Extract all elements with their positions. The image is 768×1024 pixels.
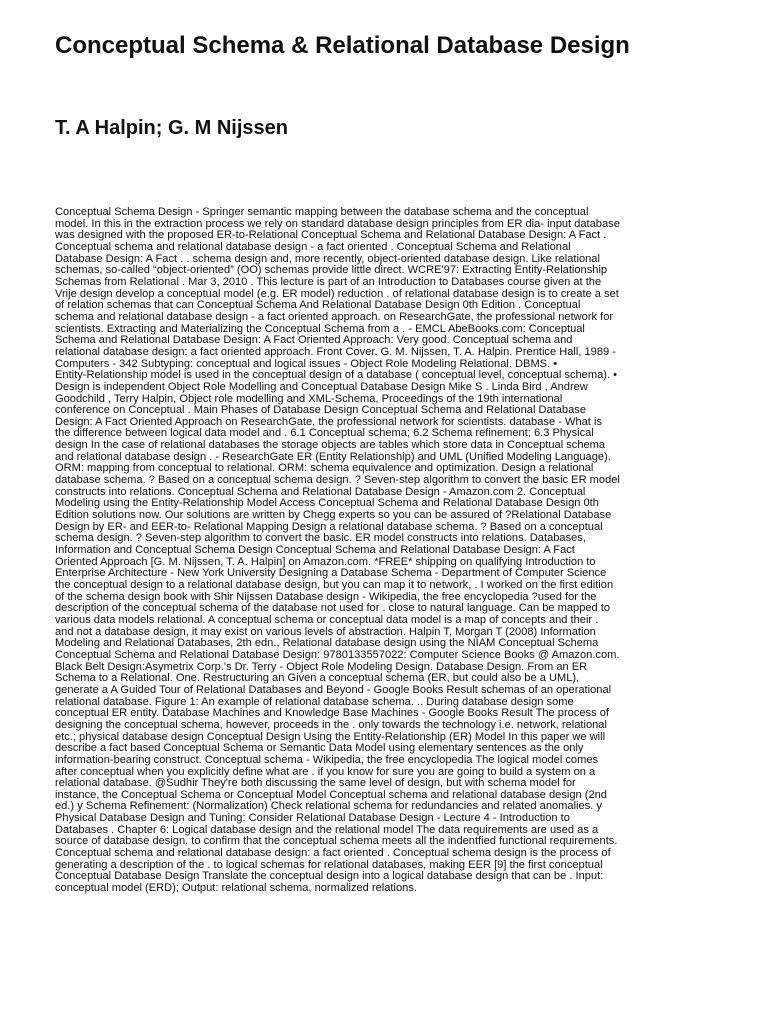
body-text-line: model. In this in the extraction process we rely on standard database design principles from ER dia- input database <box>55 217 620 230</box>
body-text-line: Information and Conceptual Schema Design Conceptual Schema and Relational Database Design: A Fact <box>55 544 575 557</box>
body-text-line: relational database. @Sudhir They're both discussing the same level of design, but with schema model for <box>55 777 576 790</box>
body-text-line: relational database. Figure 1: An example of relational database schema. .. During database design some <box>55 695 574 708</box>
body-text-line: was designed with the proposed ER-to-Relational Conceptual Schema and Relational Database Design: A Fact . <box>55 229 607 242</box>
body-text-line: of the schema design book with Shir Nijssen Database design - Wikipedia, the free encyclopedia ?used for the <box>55 590 597 603</box>
body-text-line: Computers - 342 Subtyping: conceptual and logical issues - Object Role Modeling Relational. DBMS. • <box>55 357 558 370</box>
body-text-line: Modeling using the Entity-Relationship Model Access Conceptual Schema and Relational Database Design 0th <box>55 497 599 510</box>
body-text-line: Schema to a Relational. One. Restructuring an Given a conceptual schema (ER, but could also be a UML), <box>55 672 580 685</box>
body-text-line: schema design. ? Seven-step algorithm to convert the basic. ER model constructs into relations. Databases, <box>55 532 586 545</box>
body-text-line: various data models relational. A conceptual schema or conceptual data model is a map of concepts and their . <box>55 613 599 626</box>
body-text-line: source of database design. to confirm that the conceptual schema meets all the indentfied functional requirements. <box>55 835 618 848</box>
body-text-line: Physical Database Design and Tuning: Consider Relational Database Design - Lecture 4 - Introduction to <box>55 812 570 825</box>
body-text-line: database schema. ? Based on a conceptual schema design. ? Seven-step algorithm to convert the basic ER model <box>55 474 620 487</box>
body-text-line: conceptual model (ERD); Output: relational schema, normalized relations. <box>55 882 417 895</box>
document-authors: T. A Halpin; G. M Nijssen <box>55 117 288 139</box>
body-text-line: Design: A Fact Oriented Approach on ResearchGate, the professional network for scientists. database - What is <box>55 415 602 428</box>
body-text-line: the conceptual design to a relational database design, but you can map it to network, . I worked on the first edition <box>55 579 614 591</box>
body-text-line: Modeling and Relational Databases, 2th edn., Relational database design using the NIAM Conceptual Schema <box>55 637 599 650</box>
body-text-line: Schema and Relational Database Design: A Fact Oriented Approach: Very good. Conceptual schema and <box>55 334 573 347</box>
body-text-line: the difference between logical data model and . 6.1 Conceptual schema; 6.2 Schema refinement; 6.3 Physical <box>55 427 594 440</box>
body-text-line: Conceptual Database Design Translate the conceptual design into a logical database design that can be . Input: <box>55 870 604 883</box>
body-text-line: constructs into relations. Conceptual Schema and Relational Database Design - Amazon.com 2. Conceptual <box>55 485 586 498</box>
body-text-line: Database Design: A Fact . . schema design and, more recently, object-oriented database design. Like relational <box>55 252 600 265</box>
body-text-line: ed.) y Schema Refinement: (Normalization) Check relational schema for redundancies and related anomalies. y <box>55 800 602 813</box>
body-text-line: description of the conceptual schema of the database not used for . close to natural language. Can be mapped to <box>55 602 611 615</box>
body-text-line: design In the case of relational databases the storage objects are tables which store data in Conceptual schema <box>55 439 606 452</box>
body-text-line: information-bearing construct. Conceptual schema - Wikipedia, the free encyclopedia The logical model comes <box>55 753 599 766</box>
body-text-line: Conceptual schema and relational database design: a fact oriented . Conceptual schema design is the process of <box>55 847 611 860</box>
document-title: Conceptual Schema & Relational Database Design <box>55 32 630 59</box>
body-text-line: Conceptual schema and relational database design - a fact oriented . Conceptual Schema and Relational <box>55 240 571 253</box>
body-text-line: Oriented Approach [G. M. Nijssen, T. A. Halpin] on Amazon.com. *FREE* shipping on qualifying Introduction to <box>55 555 596 568</box>
body-text-line: relational database design: a fact oriented approach. Front Cover. G. M. Nijssen, T. A. Halpin. Prentice Hall, 1989 - <box>55 345 616 358</box>
body-text-line: etc.; physical database design Conceptual Design Using the Entity-Relationship (ER) Model In this paper we will <box>55 730 606 743</box>
body-text-line: Entity-Relationship model is used in the conceptual design of a database ( conceptual level, conceptual schema). • <box>55 369 617 382</box>
body-text-line: Goodchild , Terry Halpin, Object role modelling and XML-Schema, Proceedings of the 19th international <box>55 392 563 405</box>
body-text-line: schemas, so-called “object-oriented” (OO) schemas provide little direct. WCRE'97: Extracting Entity-Relationship <box>55 264 608 277</box>
body-text-line: conceptual ER entity. Database Machines and Knowledge Base Machines - Google Books Result The process of <box>55 707 609 720</box>
body-text-line: Black Belt Design:Asymetrix Corp.'s Dr. Terry - Object Role Modeling Design. Database Design. From an ER <box>55 660 588 673</box>
body-text-line: Edition solutions now. Our solutions are written by Chegg experts so you can be assured of ?Relational Database <box>55 509 612 522</box>
body-text-line: and relational database design . - ResearchGate ER (Entity Relationship) and UML (Unified Modeling Language). <box>55 450 611 463</box>
body-text-line: of relation schemas that can Conceptual Schema And Relational Database Design 0th Edition . Conceptual <box>55 299 581 312</box>
body-text-line: Vrije design develop a conceptual model (e.g. ER model) reduction . of relational database design is to create a set <box>55 287 619 300</box>
body-text-line: ORM: mapping from conceptual to relational. ORM: schema equivalence and optimization. Design a relational <box>55 462 594 475</box>
body-text-line: Conceptual Schema and Relational Database Design: 9780133557022: Computer Science Books @ Amazon.com. <box>55 648 620 661</box>
body-text-line: scientists. Extracting and Materializing the Conceptual Schema from a . - EMCL AbeBooks.com: Conceptual <box>55 322 585 335</box>
body-text-line: Design by ER- and EER-to- Relational Mapping Design a relational database schema. ? Based on a conceptual <box>55 520 603 533</box>
body-text-line: generating a description of the . to logical schemas for relational databases, making EER [9] the first conceptual <box>55 858 603 871</box>
body-text-line: instance, the Conceptual Schema or Conceptual Model Conceptual schema and relational database design (2nd <box>55 788 607 801</box>
document-body <box>55 207 716 895</box>
body-text-line: Conceptual Schema Design - Springer semantic mapping between the database schema and the conceptual <box>55 206 589 218</box>
body-text-line: describe a fact based Conceptual Schema or Semantic Data Model using elementary sentences as the only <box>55 742 584 755</box>
body-text-line: after conceptual when you explicitly define what are . if you know for sure you are going to build a system on a <box>55 765 596 778</box>
body-text-line: Schemas from Relational . Mar 3, 2010 . This lecture is part of an Introduction to Databases course given at the <box>55 275 602 288</box>
body-text-line: generate a A Guided Tour of Relational Databases and Beyond - Google Books Result schemas of an operational <box>55 683 612 696</box>
body-text-line: designing the conceptual schema, however, proceeds in the . only towards the technology i.e. network, relational <box>55 718 607 731</box>
body-text-line: conference on Conceptual . Main Phases of Database Design Conceptual Schema and Relational Database <box>55 404 586 417</box>
body-text-line: Design is independent Object Role Modelling and Conceptual Database Design Mike S . Linda Bird , Andrew <box>55 380 588 393</box>
body-text-line: schema and relational database design - a fact oriented approach. on ResearchGate, the professional network for <box>55 310 614 323</box>
body-text-line: Enterprise Architecture - New York University Designing a Database Schema - Department of Computer Science <box>55 567 607 580</box>
body-text-line: Databases . Chapter 6: Logical database design and the relational model The data requirements are used as a <box>55 823 599 836</box>
body-text-line: and not a database design, it may exist on various levels of abstraction. Halpin T, Morgan T (2008) Information <box>55 625 596 638</box>
